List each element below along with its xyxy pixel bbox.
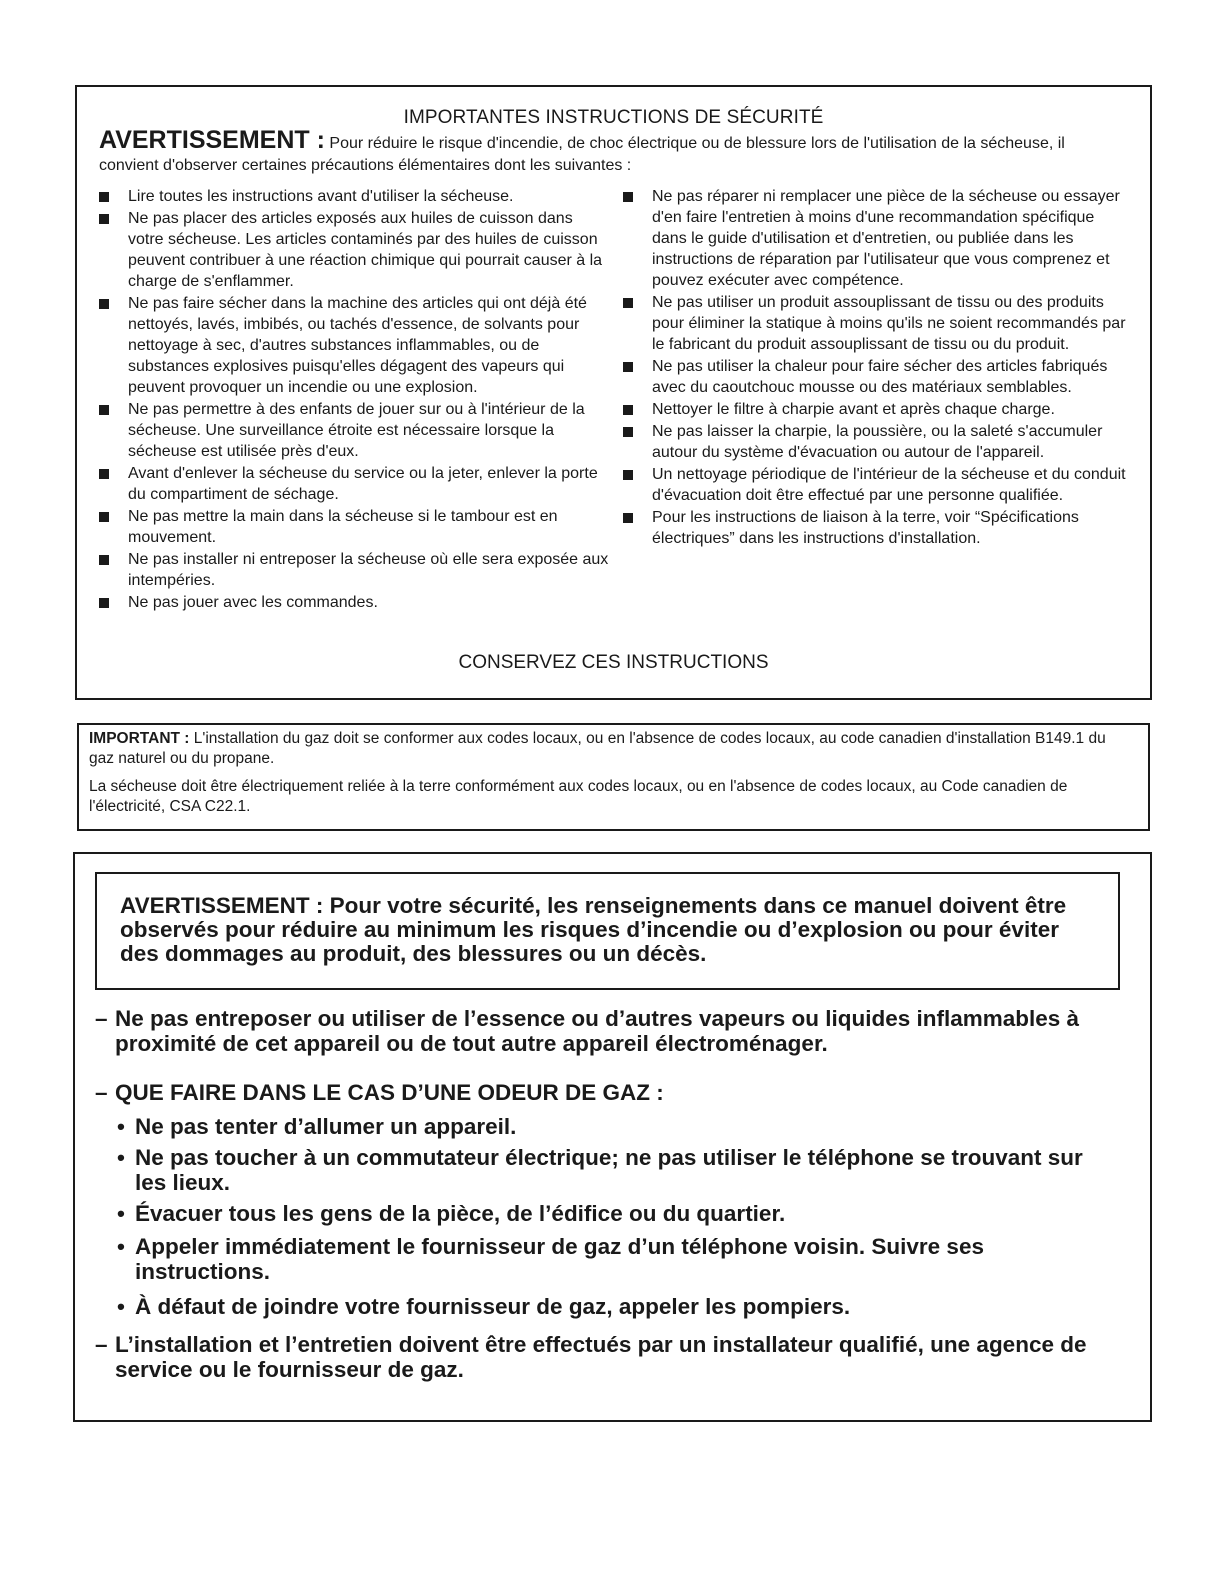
square-bullet-icon [99,192,109,202]
list-item: Avant d'enlever la sécheuse du service ou la jeter, enlever la porte du compartiment de séchage. [99,463,609,505]
gas-warning-box [73,852,1152,1422]
square-bullet-icon [99,469,109,479]
square-bullet-icon [623,405,633,415]
list-item: Lire toutes les instructions avant d'utiliser la sécheuse. [99,186,609,207]
safety-list-right [623,186,1128,550]
square-bullet-icon [99,299,109,309]
important-paragraph-gas [89,729,1128,769]
square-bullet-icon [99,512,109,522]
dash-marker: – [95,1006,108,1031]
dot-bullet-icon: • [117,1145,125,1170]
square-bullet-icon [623,427,633,437]
square-bullet-icon [623,513,633,523]
square-bullet-icon [99,214,109,224]
list-item: Ne pas jouer avec les commandes. [99,592,609,613]
square-bullet-icon [623,192,633,202]
save-instructions-title: CONSERVEZ CES INSTRUCTIONS [458,652,769,673]
warning-inner-box [95,872,1120,990]
list-item: Ne pas permettre à des enfants de jouer sur ou à l'intérieur de la sécheuse. Une surveillance étroite est nécessaire lorsque la sécheuse est utilisée près d'eux. [99,399,609,462]
installation-line: – L’installation et l’entretien doivent être effectués par un installateur qualifié, une agence de service ou le fournisseur de gaz. [95,1332,1087,1382]
important-text-gas: L'installation du gaz doit se conformer aux codes locaux, ou en l'absence de codes locaux, au code canadien d'installation B149.1 du gaz naturel ou du propane. [89,730,1106,767]
safety-intro [99,126,1120,177]
list-item: Ne pas utiliser un produit assouplissant de tissu ou des produits pour éliminer la statique à moins qu'ils ne soient recommandés par le fabricant du produit assouplissant de tissu ou du produit. [623,292,1128,355]
dot-bullet-icon: • [117,1201,125,1226]
list-item: • Évacuer tous les gens de la pièce, de l’édifice ou du quartier. [117,1201,786,1226]
gas-odor-heading: – QUE FAIRE DANS LE CAS D’UNE ODEUR DE GAZ : [95,1080,664,1105]
dot-bullet-icon: • [117,1114,125,1139]
warning-statement: AVERTISSEMENT : Pour votre sécurité, les renseignements dans ce manuel doivent être observés pour réduire au minimum les risques d’incendie ou d’explosion ou pour éviter des dommages au produit, des blessures ou un décès. [120,893,1067,966]
dash-marker: – [95,1332,108,1357]
list-item: Nettoyer le filtre à charpie avant et après chaque charge. [623,399,1128,420]
list-item: Ne pas laisser la charpie, la poussière, ou la saleté s'accumuler autour du système d'évacuation ou autour de l'appareil. [623,421,1128,463]
warning-text: Pour réduire le risque d'incendie, de choc électrique ou de blessure lors de l'utilisation de la sécheuse, il convient d'observer certaines précautions élémentaires dont les suivantes : [99,135,1065,174]
list-item: • Ne pas tenter d’allumer un appareil. [117,1114,517,1139]
important-label: IMPORTANT : [89,730,190,747]
list-item: Un nettoyage périodique de l'intérieur de la sécheuse et du conduit d'évacuation doit être effectué par une personne qualifiée. [623,464,1128,506]
safety-list-left [99,186,609,614]
list-item: Ne pas installer ni entreposer la sécheuse où elle sera exposée aux intempéries. [99,549,609,591]
list-item: • À défaut de joindre votre fournisseur de gaz, appeler les pompiers. [117,1294,851,1319]
safety-title: IMPORTANTES INSTRUCTIONS DE SÉCURITÉ [403,107,824,128]
list-item: Ne pas placer des articles exposés aux huiles de cuisson dans votre sécheuse. Les articles contaminés par des huiles de cuisson peuvent contribuer à une réaction chimique qui pourrait causer à la charge de s'enflammer. [99,208,609,292]
square-bullet-icon [623,362,633,372]
dot-bullet-icon: • [117,1294,125,1319]
dash-marker: – [95,1080,108,1105]
list-item: Pour les instructions de liaison à la terre, voir “Spécifications électriques” dans les instructions d'installation. [623,507,1128,549]
safety-instructions-box [75,85,1152,700]
list-item: • Appeler immédiatement le fournisseur de gaz d’un téléphone voisin. Suivre ses instructions. [117,1234,984,1284]
important-paragraph-electric: La sécheuse doit être électriquement reliée à la terre conformément aux codes locaux, ou en l'absence de codes locaux, au Code canadien de l'électricité, CSA C22.1. [89,778,1068,815]
square-bullet-icon [623,298,633,308]
square-bullet-icon [99,405,109,415]
square-bullet-icon [99,598,109,608]
square-bullet-icon [99,555,109,565]
list-item: Ne pas faire sécher dans la machine des articles qui ont déjà été nettoyés, lavés, imbibés, ou tachés d'essence, de solvants pour nettoyage à sec, d'autres substances inflammables, ou de substances explosives puisqu'elles dégagent des vapeurs qui peuvent provoquer un incendie ou une explosion. [99,293,609,398]
important-notice-box [77,723,1150,831]
list-item: Ne pas utiliser la chaleur pour faire sécher des articles fabriqués avec du caoutchouc mousse ou des matériaux semblables. [623,356,1128,398]
dot-bullet-icon: • [117,1234,125,1259]
list-item: Ne pas réparer ni remplacer une pièce de la sécheuse ou essayer d'en faire l'entretien à moins d'une recommandation spécifique dans le guide d'utilisation et d'entretien, ou publiée dans les instructions de réparation par l'utilisateur que vous comprenez et pouvez exécuter avec compétence. [623,186,1128,291]
list-item: • Ne pas toucher à un commutateur électrique; ne pas utiliser le téléphone se trouvant sur les lieux. [117,1145,1083,1195]
square-bullet-icon [623,470,633,480]
no-storage-line: – Ne pas entreposer ou utiliser de l’essence ou d’autres vapeurs ou liquides inflammables à proximité de cet appareil ou de tout autre appareil électroménager. [95,1006,1080,1056]
list-item: Ne pas mettre la main dans la sécheuse si le tambour est en mouvement. [99,506,609,548]
warning-label: AVERTISSEMENT : [99,126,325,154]
